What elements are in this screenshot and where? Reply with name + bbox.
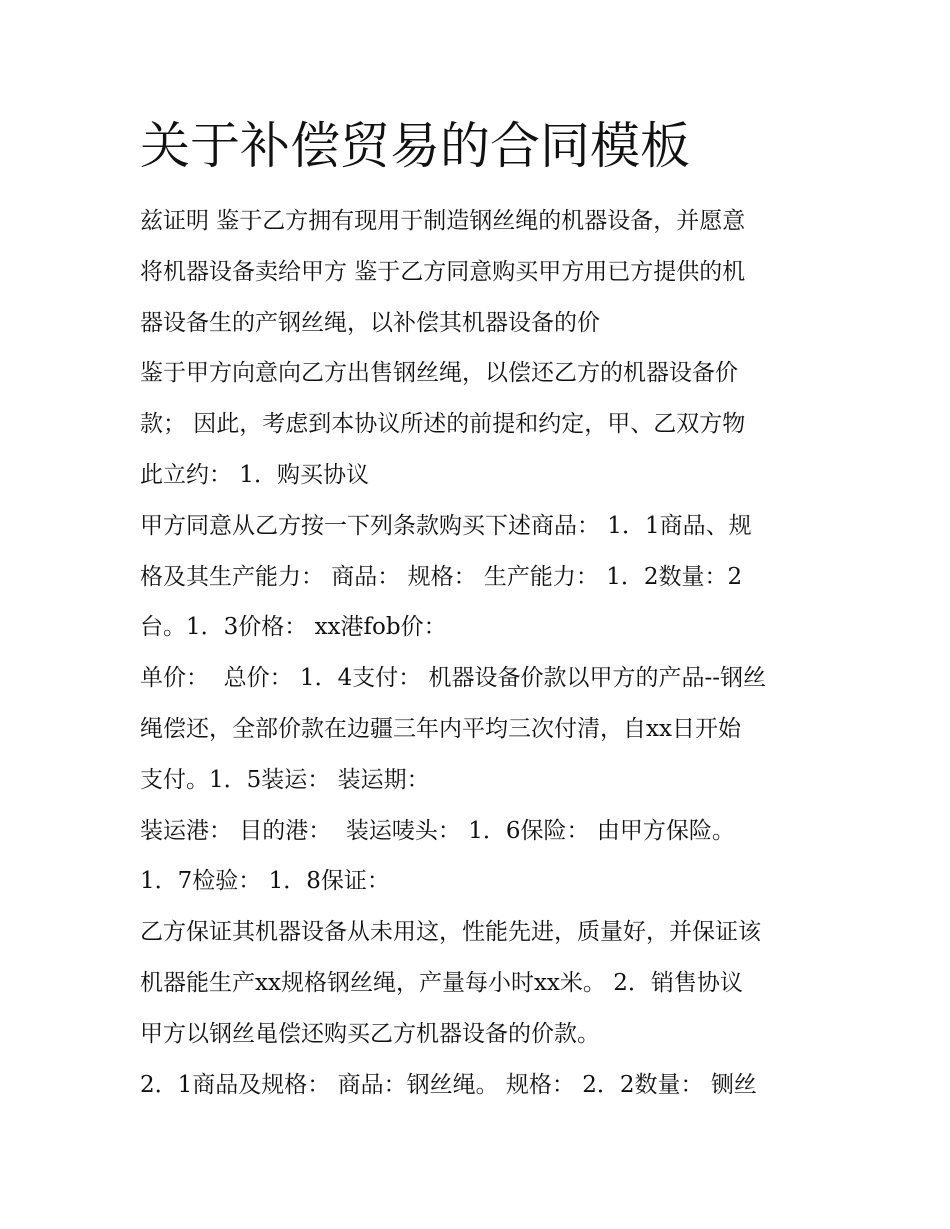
paragraph-line: 兹证明 鉴于乙方拥有现用于制造钢丝绳的机器设备，并愿意 [140, 208, 746, 234]
paragraph-line: 将机器设备卖给甲方 鉴于乙方同意购买甲方用已方提供的机 [140, 258, 746, 285]
paragraph-line: 2．1商品及规格： 商品：钢丝绳。 规格： 2．2数量： 铡丝 [140, 1071, 757, 1098]
paragraph-line: 单价： 总价： 1．4支付： 机器设备价款以甲方的产品--钢丝 [140, 665, 767, 692]
paragraph-line: 装运港： 目的港： 装运唛头： 1．6保险： 由甲方保险。 [140, 817, 735, 844]
paragraph-line: 此立约： 1．购买协议 [140, 461, 369, 488]
document-body [140, 196, 820, 1110]
paragraph-line: 乙方保证其机器设备从未用这，性能先进，质量好，并保证该 [140, 919, 761, 946]
paragraph-line: 支付。1．5装运： 装运期： [140, 766, 430, 793]
paragraph-line: 器设备生的产钢丝绳，以补偿其机器设备的价 [140, 309, 600, 336]
paragraph-line: 甲方同意从乙方按一下列条款购买下述商品： 1．1商品、规 [140, 512, 752, 539]
paragraph-line: 1．7检验： 1．8保证： [140, 868, 390, 895]
paragraph-line: 甲方以钢丝黾偿还购买乙方机器设备的价款。 [140, 1020, 600, 1047]
paragraph-line: 机器能生产xx规格钢丝绳，产量每小时xx米。 2．销售协议 [140, 969, 743, 996]
paragraph-line: 台。1．3价格： xx港fob价： [140, 614, 447, 641]
paragraph-line: 格及其生产能力： 商品： 规格： 生产能力： 1．2数量：2 [140, 563, 743, 590]
paragraph-line: 款； 因此，考虑到本协议所述的前提和约定，甲、乙双方物 [140, 411, 746, 438]
paragraph-line: 鉴于甲方向意向乙方出售钢丝绳，以偿还乙方的机器设备价 [140, 360, 738, 387]
document-title: 关于补偿贸易的合同模板 [140, 117, 690, 175]
paragraph-line: 绳偿还，全部价款在边疆三年内平均三次付清，自xx日开始 [140, 715, 741, 742]
